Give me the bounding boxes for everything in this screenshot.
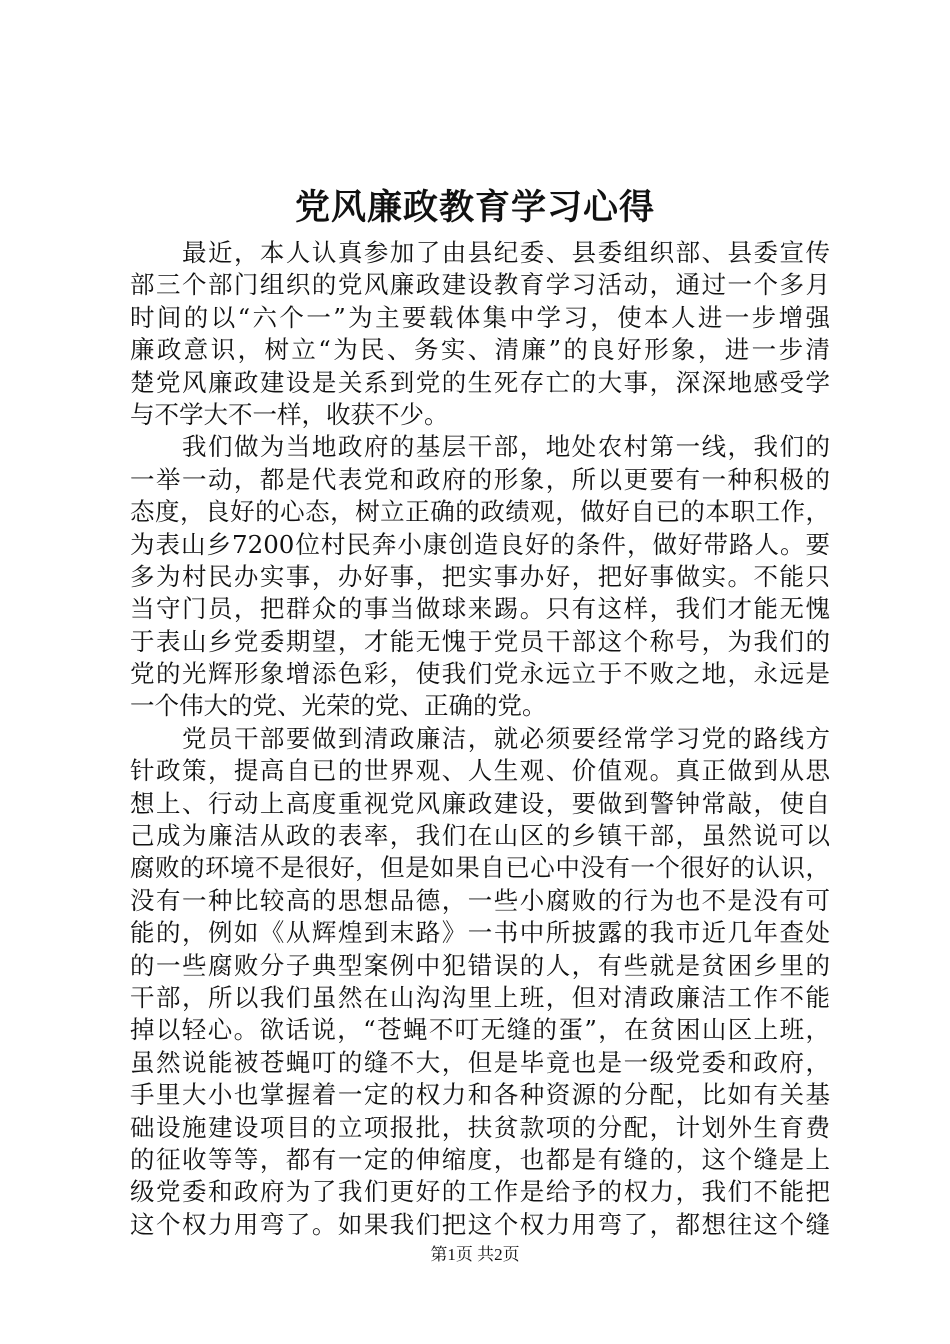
paragraph-3-line-11: 虽然说能被苍蝇叮的缝不大，但是毕竟也是一级党委和政府，: [130, 1047, 830, 1077]
paragraph-3-line-5: 腐败的环境不是很好，但是如果自已心中没有一个很好的认识，: [130, 853, 830, 883]
paragraph-3-line-2: 针政策，提高自已的世界观、人生观、价值观。真正做到从思: [130, 756, 830, 786]
paragraph-2-line-9: 一个伟大的党、光荣的党、正确的党。: [130, 691, 547, 721]
page-number-footer: 第1页 共2页: [430, 1245, 520, 1264]
paragraph-2-line-2: 一举一动，都是代表党和政府的形象，所以更要有一种积极的: [130, 464, 830, 494]
paragraph-3-line-16: 这个权力用弯了。如果我们把这个权力用弯了，都想往这个缝: [130, 1209, 830, 1239]
paragraph-2-line-4: 为表山乡7200位村民奔小康创造良好的条件，做好带路人。要: [130, 529, 830, 559]
paragraph-1-line-3: 时间的以“六个一”为主要载体集中学习，使本人进一步增强: [130, 302, 830, 332]
paragraph-1-line-6: 与不学大不一样，收获不少。: [130, 399, 449, 429]
paragraph-3-line-14: 的征收等等，都有一定的伸缩度，也都是有缝的，这个缝是上: [130, 1144, 830, 1174]
paragraph-2-line-8: 党的光辉形象增添色彩，使我们党永远立于不败之地，永远是: [130, 659, 830, 689]
paragraph-3-line-7: 能的，例如《从辉煌到末路》一书中所披露的我市近几年查处: [130, 918, 830, 948]
paragraph-3-line-13: 础设施建设项目的立项报批，扶贫款项的分配，计划外生育费: [130, 1112, 830, 1142]
document-body: [130, 237, 830, 1241]
paragraph-3-line-6: 没有一种比较高的思想品德，一些小腐败的行为也不是没有可: [130, 885, 830, 915]
paragraph-3-line-3: 想上、行动上高度重视党风廉政建设，要做到警钟常敲，使自: [130, 788, 830, 818]
paragraph-2-line-6: 当守门员，把群众的事当做球来踢。只有这样，我们才能无愧: [130, 594, 830, 624]
document-title: 党风廉政教育学习心得: [294, 187, 655, 228]
paragraph-1-line-1: 最近，本人认真参加了由县纪委、县委组织部、县委宣传: [182, 238, 830, 267]
paragraph-3-line-12: 手里大小也掌握着一定的权力和各种资源的分配，比如有关基: [130, 1080, 830, 1110]
paragraph-2-line-7: 于表山乡党委期望，才能无愧于党员干部这个称号，为我们的: [130, 626, 830, 656]
paragraph-3-line-15: 级党委和政府为了我们更好的工作是给予的权力，我们不能把: [130, 1177, 830, 1207]
paragraph-3-line-1: 党员干部要做到清政廉洁，就必须要经常学习党的路线方: [182, 723, 830, 753]
paragraph-3-line-4: 己成为廉洁从政的表率，我们在山区的乡镇干部，虽然说可以: [130, 821, 830, 851]
paragraph-1-line-5: 楚党风廉政建设是关系到党的生死存亡的大事，深深地感受学: [130, 367, 830, 397]
paragraph-1-line-2: 部三个部门组织的党风廉政建设教育学习活动，通过一个多月: [130, 270, 830, 300]
paragraph-2-line-1: 我们做为当地政府的基层干部，地处农村第一线，我们的: [182, 432, 830, 462]
paragraph-3-line-8: 的一些腐败分子典型案例中犯错误的人，有些就是贫困乡里的: [130, 950, 830, 980]
paragraph-3-line-9: 干部，所以我们虽然在山沟沟里上班，但对清政廉洁工作不能: [130, 982, 830, 1012]
paragraph-2-line-3: 态度，良好的心态，树立正确的政绩观，做好自已的本职工作，: [130, 497, 830, 527]
paragraph-2-line-5: 多为村民办实事，办好事，把实事办好，把好事做实。不能只: [130, 561, 830, 591]
paragraph-1-line-4: 廉政意识，树立“为民、务实、清廉”的良好形象，进一步清: [130, 335, 830, 365]
paragraph-3-line-10: 掉以轻心。欲话说，“苍蝇不叮无缝的蛋”，在贫困山区上班，: [130, 1015, 830, 1045]
